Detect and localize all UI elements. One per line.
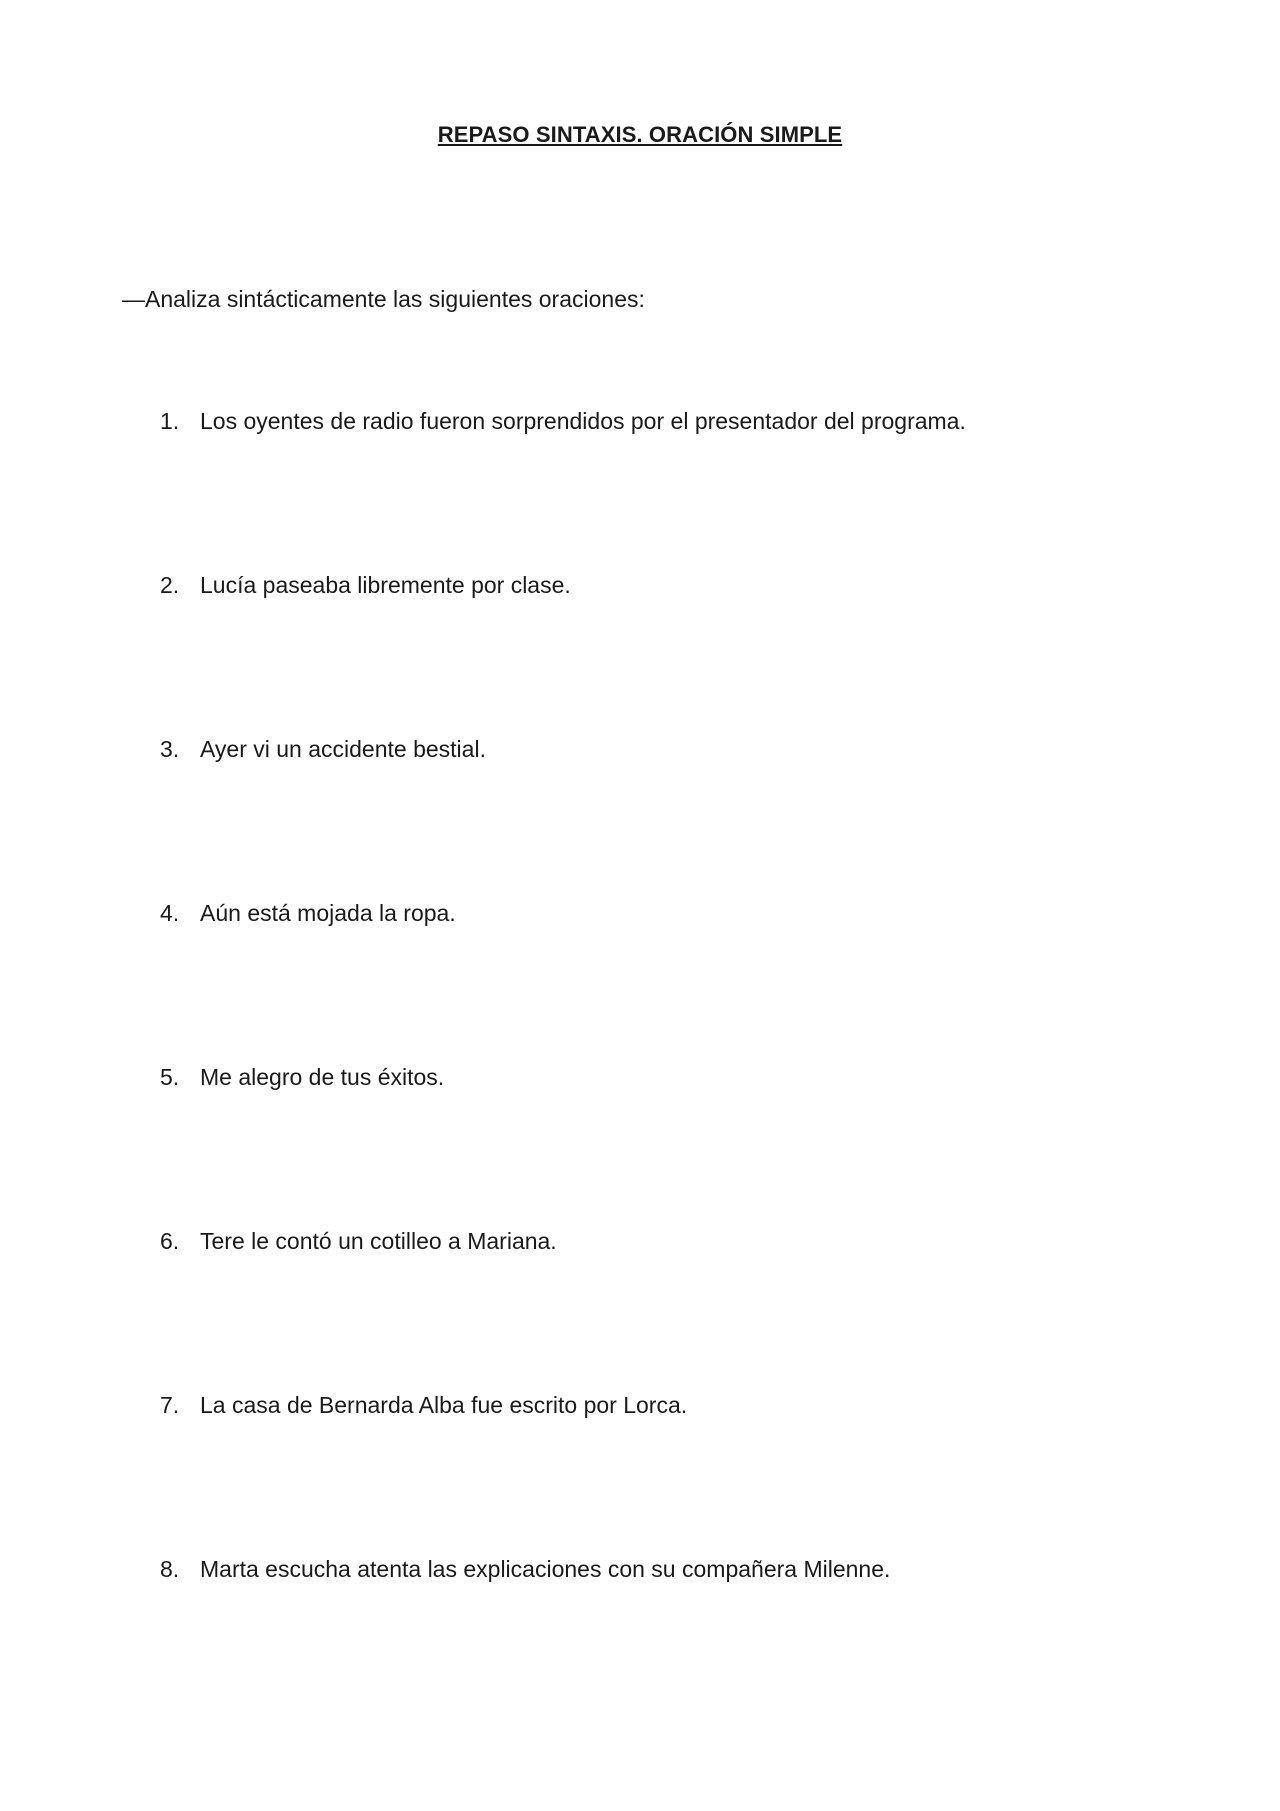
item-text: Me alegro de tus éxitos. xyxy=(200,1064,445,1090)
instruction-text: —Analiza sintácticamente las siguientes oraciones: xyxy=(122,286,645,312)
item-text: Aún está mojada la ropa. xyxy=(200,900,456,926)
item-text: Los oyentes de radio fueron sorprendidos por el presentador del programa. xyxy=(200,408,966,434)
item-text: La casa de Bernarda Alba fue escrito por Lorca. xyxy=(200,1392,688,1418)
item-number: 3. xyxy=(160,736,180,762)
item-text: Tere le contó un cotilleo a Mariana. xyxy=(200,1228,557,1254)
item-number: 2. xyxy=(160,572,180,598)
list-item xyxy=(160,1064,444,1091)
page-title: REPASO SINTAXIS. ORACIÓN SIMPLE xyxy=(437,122,843,147)
item-text: Marta escucha atenta las explicaciones con su compañera Milenne. xyxy=(200,1556,891,1582)
list-item xyxy=(160,1228,557,1255)
item-number: 7. xyxy=(160,1392,180,1418)
item-number: 6. xyxy=(160,1228,180,1254)
item-number: 5. xyxy=(160,1064,180,1090)
item-number: 4. xyxy=(160,900,180,926)
item-text: Ayer vi un accidente bestial. xyxy=(200,736,486,762)
list-item xyxy=(160,1392,687,1419)
list-item xyxy=(160,572,571,599)
item-text: Lucía paseaba libremente por clase. xyxy=(200,572,571,598)
list-item xyxy=(160,1556,890,1583)
list-item xyxy=(160,900,456,927)
list-item xyxy=(160,736,486,763)
list-item xyxy=(160,408,966,435)
item-number: 8. xyxy=(160,1556,180,1582)
item-number: 1. xyxy=(160,408,180,434)
